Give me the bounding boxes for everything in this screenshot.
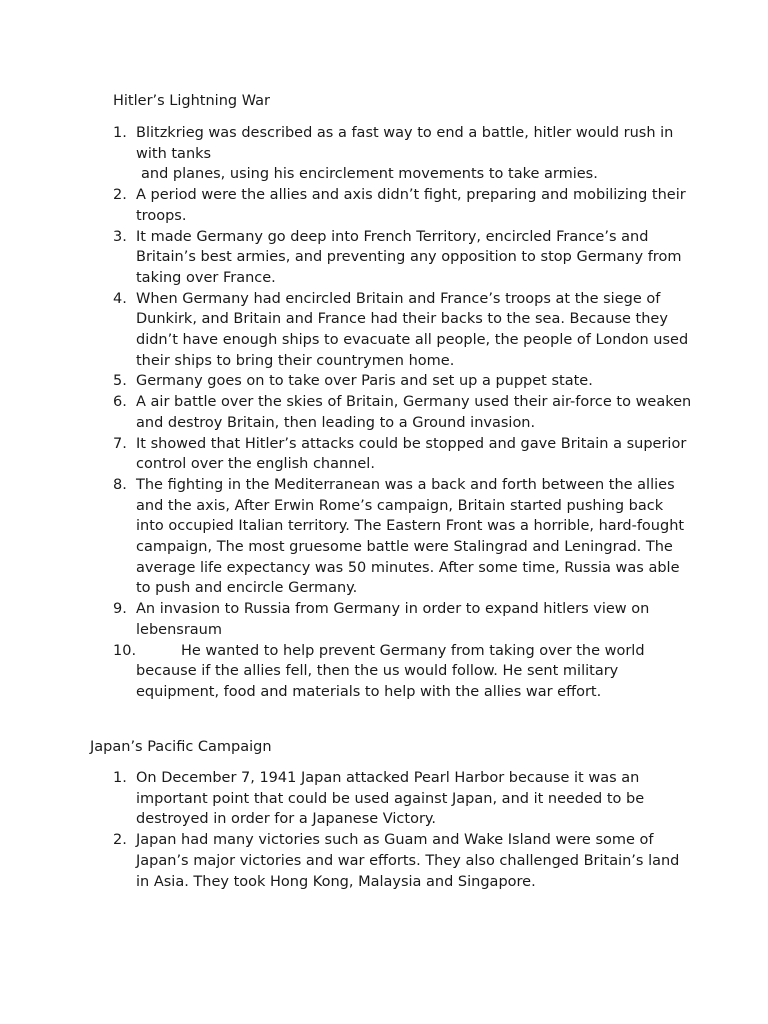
list-item-number: 2. xyxy=(113,187,127,204)
list-item xyxy=(113,371,693,392)
list-item-text: Blitzkrieg was described as a fast way to end a battle, hitler would rush in with tanks xyxy=(136,125,674,162)
list-item-text: He wanted to help prevent Germany from taking over the world because if the allies fell, then the us would follow. He sent military equipment, food and materials to help with the allies war effort. xyxy=(136,642,645,700)
numbered-list-japans-pacific-campaign xyxy=(113,768,693,892)
list-item-number: 10. xyxy=(113,642,137,659)
list-item-text: An invasion to Russia from Germany in order to expand hitlers view on lebensraum xyxy=(136,601,650,638)
list-item-number: 9. xyxy=(113,601,127,618)
list-item-number: 5. xyxy=(113,373,127,390)
list-item xyxy=(113,434,693,475)
list-item-text: Japan had many victories such as Guam and Wake Island were some of Japan’s major victories and war efforts. They also challenged Britain’s land in Asia. They took Hong Kong, Malaysia and Singapore. xyxy=(136,832,680,890)
list-item xyxy=(113,392,693,433)
list-item-text: The fighting in the Mediterranean was a back and forth between the allies and the axis, After Erwin Rome’s campaign, Britain started pushing back into occupied Italian territory. The Eastern Front was a horrible, hard-fought campaign, The most gruesome battle were Stalingrad and Leningrad. The average life expectancy was 50 minutes. After some time, Russia was able to push and encircle Germany. xyxy=(136,476,685,597)
list-item xyxy=(113,599,693,640)
list-item-number: 1. xyxy=(113,770,127,786)
list-item-continuation-text: and planes, using his encirclement movements to take armies. xyxy=(141,166,598,183)
numbered-list-hitlers-lightning-war xyxy=(113,123,693,703)
list-item-text-wrapper xyxy=(136,641,693,703)
list-item-number: 3. xyxy=(113,228,127,245)
list-item-number: 1. xyxy=(113,125,127,141)
list-item-text: It showed that Hitler’s attacks could be stopped and gave Britain a superior control over the english channel. xyxy=(136,435,687,473)
list-item xyxy=(113,289,693,372)
list-item-text: On December 7, 1941 Japan attacked Pearl Harbor because it was an important point that could be used against Japan, and it needed to be destroyed in order for a Japanese Victory. xyxy=(136,770,645,828)
list-item-text: Germany goes on to take over Paris and set up a puppet state. xyxy=(136,373,593,390)
section-heading-japans-pacific-campaign: Japan’s Pacific Campaign xyxy=(90,739,272,755)
list-item xyxy=(113,768,693,830)
list-item xyxy=(113,185,693,226)
list-item-text: It made Germany go deep into French Territory, encircled France’s and Britain’s best armies, and preventing any opposition to stop Germany from taking over France. xyxy=(136,228,682,286)
list-item xyxy=(113,227,693,289)
list-item-number: 7. xyxy=(113,435,127,452)
list-item-number: 2. xyxy=(113,832,127,849)
list-item-number: 8. xyxy=(113,476,127,493)
list-item-text: When Germany had encircled Britain and France’s troops at the siege of Dunkirk, and Britain and France had their backs to the sea. Because they didn’t have enough ships to evacuate all people, the people of London used their ships to bring their countrymen home. xyxy=(136,290,689,369)
list-item xyxy=(113,830,693,892)
list-item xyxy=(113,475,693,599)
list-item-number: 4. xyxy=(113,290,127,307)
list-item-number: 6. xyxy=(113,394,127,411)
list-item xyxy=(113,123,693,185)
list-item xyxy=(113,641,693,703)
list-item-text: A period were the allies and axis didn’t fight, preparing and mobilizing their troops. xyxy=(136,187,686,224)
section-heading-hitlers-lightning-war: Hitler’s Lightning War xyxy=(113,93,270,109)
list-item-text: A air battle over the skies of Britain, Germany used their air-force to weaken and destroy Britain, then leading to a Ground invasion. xyxy=(136,394,692,431)
